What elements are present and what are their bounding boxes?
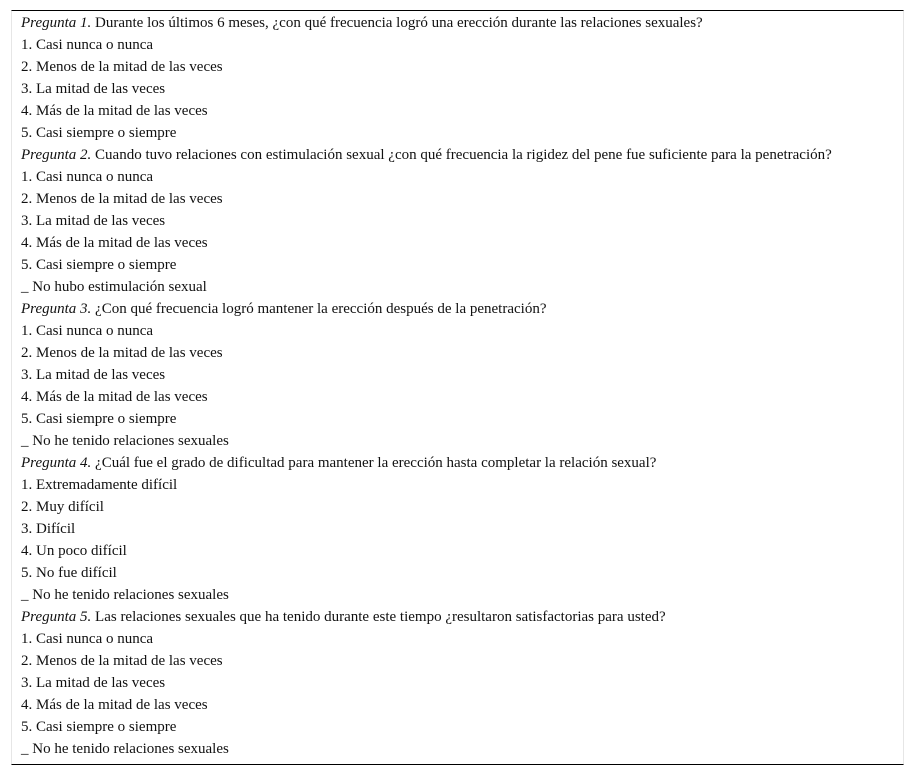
answer-option: 4. Más de la mitad de las veces bbox=[21, 389, 208, 405]
answer-option: 3. La mitad de las veces bbox=[21, 213, 166, 229]
answer-option: 1. Casi nunca o nunca bbox=[21, 169, 154, 185]
answer-option: 2. Menos de la mitad de las veces bbox=[21, 345, 223, 361]
question-label: Pregunta 2. bbox=[21, 147, 92, 163]
answer-option: 3. La mitad de las veces bbox=[21, 81, 166, 97]
answer-option: 4. Más de la mitad de las veces bbox=[21, 103, 208, 119]
answer-option: 1. Casi nunca o nunca bbox=[21, 37, 154, 53]
answer-option: 3. La mitad de las veces bbox=[21, 675, 166, 691]
answer-option: 4. Un poco difícil bbox=[21, 543, 127, 559]
answer-option: 1. Extremadamente difícil bbox=[21, 477, 178, 493]
question-text: Durante los últimos 6 meses, ¿con qué frecuencia logró una erección durante las relaciones sexuales? bbox=[91, 15, 703, 31]
question-text: Las relaciones sexuales que ha tenido durante este tiempo ¿resultaron satisfactorias para usted? bbox=[91, 609, 666, 625]
answer-option: _ No he tenido relaciones sexuales bbox=[21, 433, 229, 449]
question-label: Pregunta 3. bbox=[21, 301, 92, 317]
answer-option: 5. Casi siempre o siempre bbox=[21, 411, 177, 427]
answer-option: 3. Difícil bbox=[21, 521, 76, 537]
questionnaire bbox=[21, 12, 901, 760]
answer-option: 5. No fue difícil bbox=[21, 565, 117, 581]
answer-option: 5. Casi siempre o siempre bbox=[21, 719, 177, 735]
answer-option: 3. La mitad de las veces bbox=[21, 367, 166, 383]
question-3 bbox=[21, 298, 901, 320]
question-2 bbox=[21, 144, 901, 166]
answer-option: 5. Casi siempre o siempre bbox=[21, 125, 177, 141]
answer-option: 2. Menos de la mitad de las veces bbox=[21, 653, 223, 669]
question-text: Cuando tuvo relaciones con estimulación sexual ¿con qué frecuencia la rigidez del pene fue suficiente para la penetración? bbox=[91, 147, 832, 163]
answer-option: 1. Casi nunca o nunca bbox=[21, 631, 154, 647]
question-1 bbox=[21, 12, 901, 34]
question-text: ¿Cuál fue el grado de dificultad para mantener la erección hasta completar la relación sexual? bbox=[91, 455, 657, 471]
answer-option: _ No hubo estimulación sexual bbox=[21, 279, 207, 295]
question-label: Pregunta 5. bbox=[21, 609, 92, 625]
question-5 bbox=[21, 606, 901, 628]
answer-option: 5. Casi siempre o siempre bbox=[21, 257, 177, 273]
answer-option: 4. Más de la mitad de las veces bbox=[21, 697, 208, 713]
answer-option: 2. Muy difícil bbox=[21, 499, 104, 515]
answer-option: 2. Menos de la mitad de las veces bbox=[21, 59, 223, 75]
question-label: Pregunta 4. bbox=[21, 455, 92, 471]
answer-option: _ No he tenido relaciones sexuales bbox=[21, 741, 229, 757]
answer-option: 2. Menos de la mitad de las veces bbox=[21, 191, 223, 207]
question-text: ¿Con qué frecuencia logró mantener la erección después de la penetración? bbox=[91, 301, 547, 317]
question-4 bbox=[21, 452, 901, 474]
question-label: Pregunta 1. bbox=[21, 15, 92, 31]
answer-option: 1. Casi nunca o nunca bbox=[21, 323, 154, 339]
answer-option: 4. Más de la mitad de las veces bbox=[21, 235, 208, 251]
answer-option: _ No he tenido relaciones sexuales bbox=[21, 587, 229, 603]
